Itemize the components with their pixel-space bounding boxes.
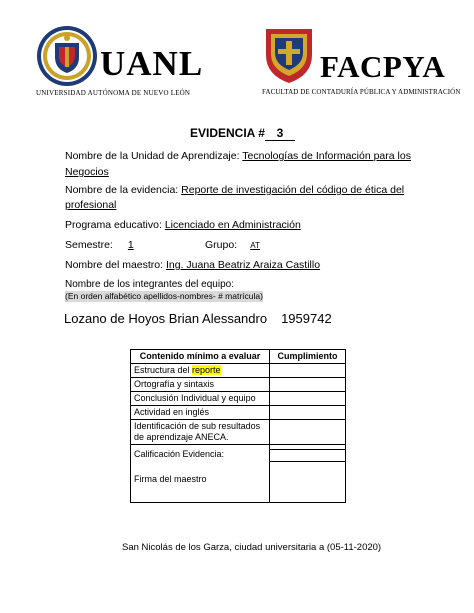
uanl-subtitle: UNIVERSIDAD AUTÓNOMA DE NUEVO LEÓN [36, 89, 191, 97]
evaluation-table [130, 349, 346, 503]
calificacion-box[interactable] [270, 449, 345, 462]
student-row [64, 311, 332, 327]
grupo-label: Grupo: [205, 239, 241, 251]
student-name: Lozano de Hoyos Brian Alessandro [64, 311, 268, 326]
row-estructura-prefix: Estructura del [134, 365, 193, 375]
evidence-number: 3 [265, 126, 295, 141]
programa-label: Programa educativo: [65, 219, 165, 231]
unidad-value: Tecnologías de Información para los [242, 150, 411, 162]
maestro-value: Ing. Juana Beatriz Araiza Castillo [165, 259, 321, 271]
programa-value: Licenciado en Administración [164, 219, 301, 231]
evidencia-field [65, 183, 404, 197]
table-header-row [131, 350, 346, 364]
ident-line2: de aprendizaje ANECA. [134, 432, 229, 442]
row-ortografia: Ortografía y sintaxis [131, 378, 270, 392]
unidad-value-line2: Negocios [65, 166, 109, 178]
evidencia-value-line2: profesional [65, 199, 117, 211]
table-row [131, 406, 346, 420]
header-contenido: Contenido mínimo a evaluar [131, 350, 270, 364]
table-row [131, 392, 346, 406]
cumplimiento-cell[interactable] [270, 420, 346, 445]
table-row [131, 364, 346, 378]
grupo-field [205, 238, 270, 253]
cumplimiento-cell[interactable] [270, 378, 346, 392]
uanl-seal-icon [36, 25, 98, 87]
unidad-label: Nombre de la Unidad de Aprendizaje: [65, 150, 243, 162]
grupo-value: AT [250, 241, 260, 250]
uanl-wordmark: UANL [100, 44, 204, 83]
semestre-field [65, 238, 146, 252]
evidencia-label: Nombre de la evidencia: [65, 184, 182, 196]
cumplimiento-cell[interactable] [270, 406, 346, 420]
semestre-value: 1 [127, 239, 134, 251]
row-actividad: Actividad en inglés [131, 406, 270, 420]
maestro-label: Nombre del maestro: [65, 259, 166, 271]
facpya-subtitle: FACULTAD DE CONTADURÍA PÚBLICA Y ADMINISTRACIÓN [262, 88, 461, 96]
student-matricula: 1959742 [281, 311, 332, 326]
integrantes-note: (En orden alfabético apellidos-nombres- # matrícula) [65, 291, 263, 301]
evidencia-value: Reporte de investigación del código de ética del [181, 184, 405, 196]
facpya-wordmark: FACPYA [320, 49, 446, 84]
cumplimiento-cell[interactable] [270, 364, 346, 378]
title-prefix: EVIDENCIA # [190, 126, 265, 140]
unidad-field [65, 149, 411, 163]
row-calificacion-firma [131, 445, 270, 503]
calificacion-label: Calificación Evidencia: [134, 449, 225, 459]
maestro-field [65, 258, 320, 272]
table-row [131, 445, 346, 503]
reporte-highlight: reporte [192, 365, 221, 375]
footer-place-date: San Nicolás de los Garza, ciudad universitaria a (05-11-2020) [122, 542, 382, 553]
table-row [131, 420, 346, 445]
cumplimiento-cell[interactable] [270, 445, 346, 503]
semestre-label: Semestre: [65, 239, 116, 251]
row-estructura [131, 364, 270, 378]
row-conclusion: Conclusión Individual y equipo [131, 392, 270, 406]
page-title [190, 126, 295, 141]
programa-field [65, 218, 301, 232]
facpya-seal-icon [262, 25, 316, 85]
firma-label: Firma del maestro [134, 474, 207, 484]
ident-line1: Identificación de sub resultados [134, 421, 261, 431]
cumplimiento-cell[interactable] [270, 392, 346, 406]
row-identificacion [131, 420, 270, 445]
integrantes-label: Nombre de los integrantes del equipo: [65, 279, 234, 290]
table-row [131, 378, 346, 392]
header-cumplimiento: Cumplimiento [270, 350, 346, 364]
